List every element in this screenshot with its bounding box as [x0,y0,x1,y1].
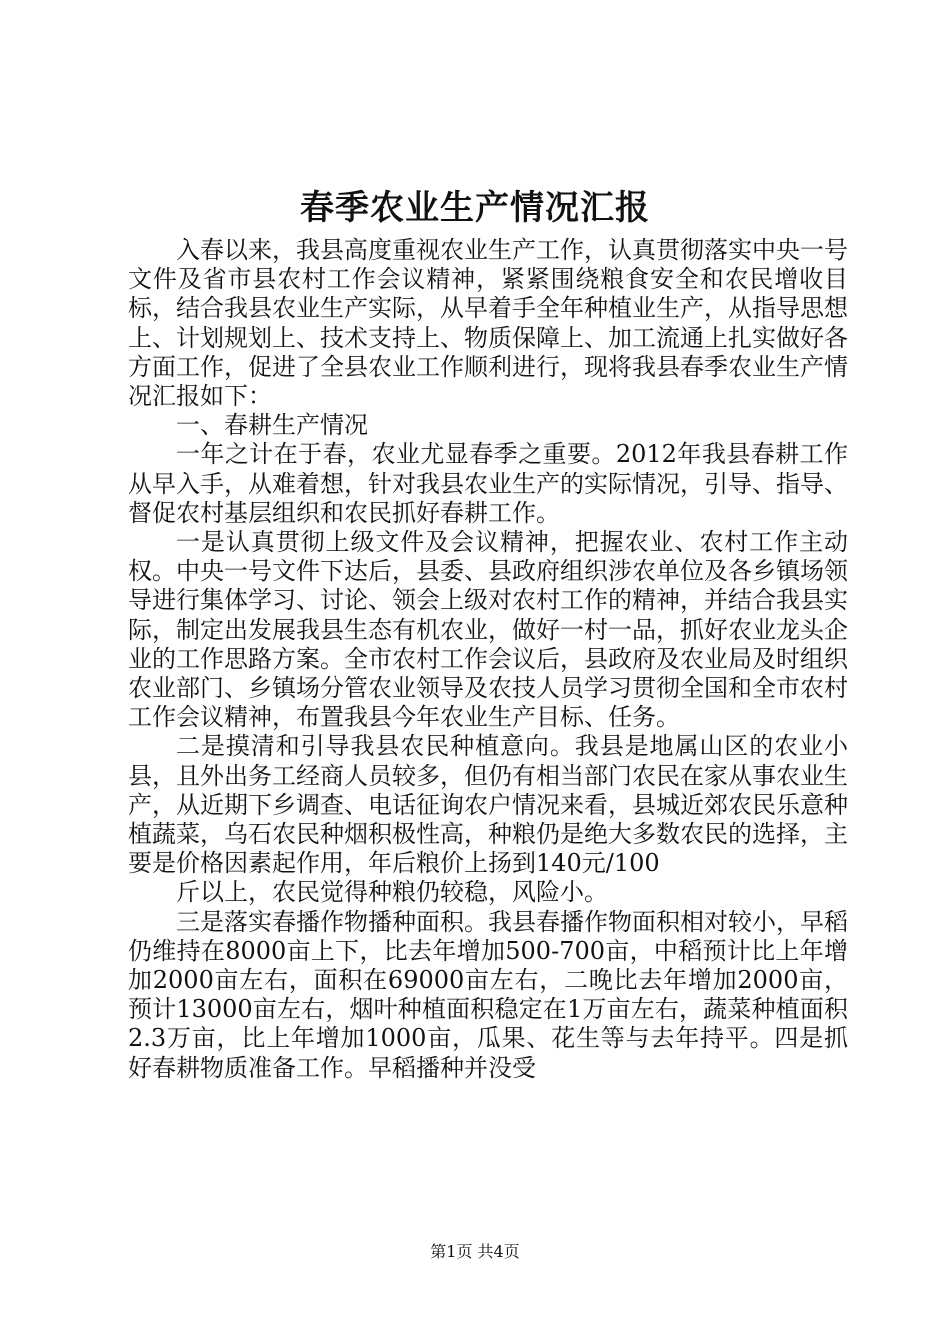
paragraph-point-two: 二是摸清和引导我县农民种植意向。我县是地属山区的农业小县，且外出务工经商人员较多，但仍有相当部门农民在家从事农业生产，从近期下乡调查、电话征询农户情况来看，县城近郊农民乐意种植蔬菜，乌石农民种烟积极性高，种粮仍是绝大多数农民的选择，主要是价格因素起作用，年后粮价上扬到140元/100 [128,732,848,878]
paragraph-point-one: 一是认真贯彻上级文件及会议精神，把握农业、农村工作主动权。中央一号文件下达后，县委、县政府组织涉农单位及各乡镇场领导进行集体学习、讨论、领会上级对农村工作的精神，并结合我县实际，制定出发展我县生态有机农业，做好一村一品，抓好农业龙头企业的工作思路方案。全市农村工作会议后，县政府及农业局及时组织农业部门、乡镇场分管农业领导及农技人员学习贯彻全国和全市农村工作会议精神，布置我县今年农业生产目标、任务。 [128,528,848,732]
section-heading-spring-plowing: 一、春耕生产情况 [176,411,368,440]
paragraph-point-two-continued: 斤以上，农民觉得种粮仍较稳，风险小。 [176,878,608,907]
page-footer: 第1页 共4页 [430,1242,520,1261]
document-body [128,236,848,1083]
paragraph-point-three: 三是落实春播作物播种面积。我县春播作物面积相对较小，早稻仍维持在8000亩上下，比去年增加500-700亩，中稻预计比上年增加2000亩左右，面积在69000亩左右，二晚比去年增加2000亩，预计13000亩左右，烟叶种植面积稳定在1万亩左右，蔬菜种植面积2.3万亩，比上年增加1000亩，瓜果、花生等与去年持平。四是抓好春耕物质准备工作。早稻播种并没受 [128,907,848,1082]
paragraph-spring-importance: 一年之计在于春，农业尤显春季之重要。2012年我县春耕工作从早入手，从难着想，针对我县农业生产的实际情况，引导、指导、督促农村基层组织和农民抓好春耕工作。 [128,440,848,527]
paragraph-intro: 入春以来，我县高度重视农业生产工作，认真贯彻落实中央一号文件及省市县农村工作会议精神，紧紧围绕粮食安全和农民增收目标，结合我县农业生产实际，从早着手全年种植业生产，从指导思想上、计划规划上、技术支持上、物质保障上、加工流通上扎实做好各方面工作，促进了全县农业工作顺利进行，现将我县春季农业生产情况汇报如下： [128,236,848,411]
page-title: 春季农业生产情况汇报 [300,188,650,228]
